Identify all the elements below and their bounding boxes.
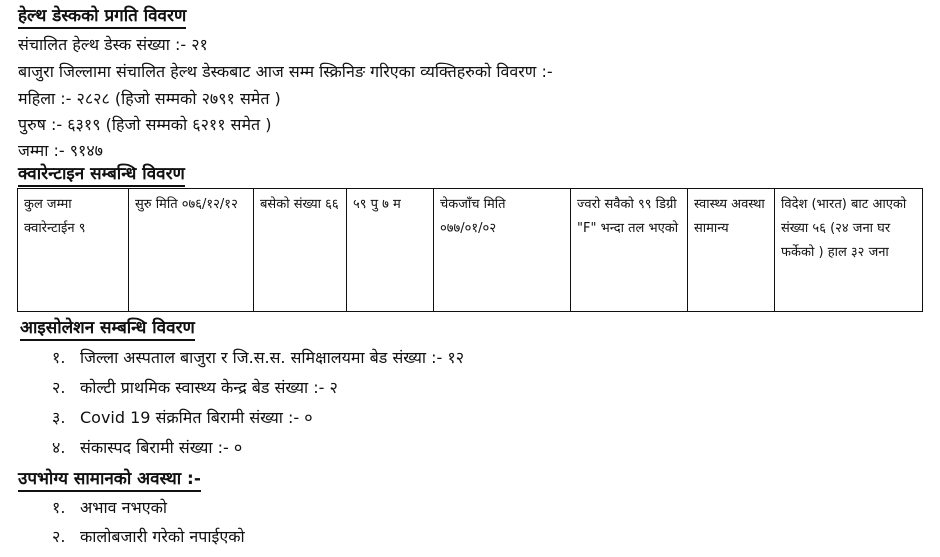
isolation-heading: आइसोलेशन सम्बन्धि विवरण xyxy=(20,318,195,341)
table-cell-fever: ज्वरो सवैको ९९ डिग्री "F" भन्दा तल भएको xyxy=(571,189,688,312)
list-text: Covid 19 संक्रमित बिरामी संख्या :- ० xyxy=(80,408,313,427)
list-text: जिल्ला अस्पताल बाजुरा र जि.स.स. समिक्षालयमा बेड संख्या :- १२ xyxy=(80,348,465,367)
list-text: कालोबजारी गरेको नपाईएको xyxy=(80,527,245,546)
table-cell-checkup-date: चेकजाँच मिति ०७७/०१/०२ xyxy=(434,189,571,312)
list-text: कोल्टी प्राथमिक स्वास्थ्य केन्द्र बेड संख्या :- २ xyxy=(80,378,338,397)
table-cell-start-date: सुरु मिति ०७६/१२/१२ xyxy=(129,189,254,312)
table-cell-stayed-count: बसेको संख्या ६६ xyxy=(254,189,347,312)
table-row xyxy=(18,189,923,312)
quarantine-heading: क्वारेन्टाइन सम्बन्धि विवरण xyxy=(18,164,185,187)
list-number: १. xyxy=(52,498,66,517)
list-item xyxy=(52,377,338,399)
table-cell-foreign-return: विदेश (भारत) बाट आएको संख्या ५६ (२४ जना घर फर्केको ) हाल ३२ जना xyxy=(775,189,923,312)
table-cell-health-status: स्वास्थ्य अवस्था सामान्य xyxy=(688,189,775,312)
health-desk-count: संचालित हेल्थ डेस्क संख्या :- २१ xyxy=(18,35,208,54)
health-desk-heading: हेल्थ डेस्कको प्रगति विवरण xyxy=(18,6,186,29)
list-item xyxy=(52,407,313,429)
list-number: २. xyxy=(52,378,66,397)
list-text: संकास्पद बिरामी संख्या :- ० xyxy=(80,438,243,457)
list-item xyxy=(52,526,245,548)
list-item xyxy=(52,497,167,519)
list-number: ४. xyxy=(52,438,66,457)
list-number: २. xyxy=(52,527,66,546)
female-count: महिला :- २८२८ (हिजो सम्मको २७९१ समेत ) xyxy=(18,89,281,108)
quarantine-table xyxy=(17,188,923,312)
list-item xyxy=(52,437,242,459)
list-number: ३. xyxy=(52,408,66,427)
supplies-heading: उपभोग्य सामानको अवस्था :- xyxy=(18,469,201,492)
screening-intro: बाजुरा जिल्लामा संचालित हेल्थ डेस्कबाट आज सम्म स्क्रिनिङ गरिएका व्यक्तिहरुको विवरण :- xyxy=(18,62,553,81)
list-text: अभाव नभएको xyxy=(80,498,168,517)
table-cell-male-female: ५९ पु ७ म xyxy=(347,189,434,312)
list-number: १. xyxy=(52,348,66,367)
total-count: जम्मा :- ९१४७ xyxy=(18,141,103,160)
male-count: पुरुष :- ६३१९ (हिजो सम्मको ६२११ समेत ) xyxy=(18,115,272,134)
table-cell-total-quarantine: कुल जम्मा क्वारेन्टाईन ९ xyxy=(18,189,129,312)
list-item xyxy=(52,347,464,369)
